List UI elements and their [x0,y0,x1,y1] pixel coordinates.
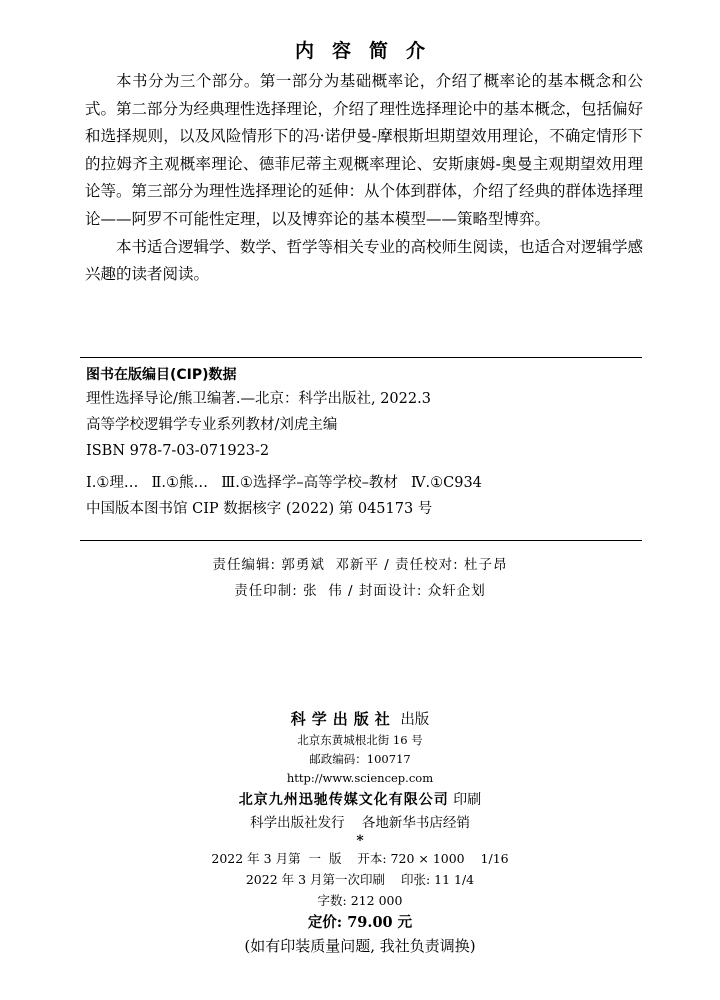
summary-paragraph: 本书适合逻辑学、数学、哲学等相关专业的高校师生阅读，也适合对逻辑学感兴趣的读者阅读。 [85,237,644,284]
summary-paragraph: 本书分为三个部分。第一部分为基础概率论，介绍了概率论的基本概念和公式。第二部分为经典理性选择理论，介绍了理性选择理论中的基本概念，包括偏好和选择规则，以及风险情形下的冯·诺伊曼-摩根斯坦期望效用理论，不确定情形下的拉姆齐主观概率理论、德菲尼蒂主观概率理论、安斯康姆-奥曼主观期望效用理论等。第三部分为理性选择理论的延伸：从个体到群体，介绍了经典的群体选择理论——阿罗不可能性定理，以及博弈论的基本模型——策略型博弈。 [85,72,644,228]
distribution-line: 科学出版社发行 各地新华书店经销 [250,815,470,831]
cip-record: 中国版本图书馆 CIP 数据核字 (2022) 第 045173 号 [86,501,433,517]
cip-title-line: 理性选择导论/熊卫编著.—北京：科学出版社, 2022.3 [86,391,431,407]
printer-label: 印刷 [453,792,482,808]
cip-series-line: 高等学校逻辑学专业系列教材/刘虎主编 [86,417,338,433]
cip-block [80,357,642,541]
price: 定价: 79.00 元 [307,914,413,931]
word-count: 字数: 212 000 [317,893,403,908]
publisher-line [0,708,720,731]
cip-heading: 图书在版编目(CIP)数据 [86,367,237,383]
summary-title: 内容简介 [294,40,443,62]
publisher-website: http://www.sciencep.com [286,771,434,785]
editor-line: 责任编辑: 郭勇斌 邓新平 / 责任校对: 杜子昂 [212,557,508,573]
printer-line [0,788,720,812]
publisher-name: 科学出版社 [290,710,396,728]
editor-credits [0,552,720,604]
quality-note: (如有印装质量问题, 我社负责调换) [244,937,476,955]
publisher-address: 北京东黄城根北街 16 号 [297,733,423,747]
editor-line: 责任印制: 张 伟 / 封面设计: 众轩企划 [234,583,486,599]
printing-line: 2022 年 3 月第一次印刷 印张: 11 1/4 [245,872,475,887]
summary-body [85,68,643,289]
separator-star: * [356,833,364,849]
publication-info [0,708,720,957]
cip-classification: Ⅰ.①理… Ⅱ.①熊… Ⅲ.①选择学–高等学校–教材 Ⅳ.①C934 [86,475,482,491]
printer-name: 北京九州迅驰传媒文化有限公司 [238,792,449,808]
cip-isbn-line: ISBN 978-7-03-071923-2 [86,443,270,459]
edition-line: 2022 年 3 月第 一 版 开本: 720 × 1000 1/16 [211,851,509,866]
publisher-action: 出版 [400,712,430,728]
publisher-postcode: 邮政编码：100717 [309,752,411,766]
